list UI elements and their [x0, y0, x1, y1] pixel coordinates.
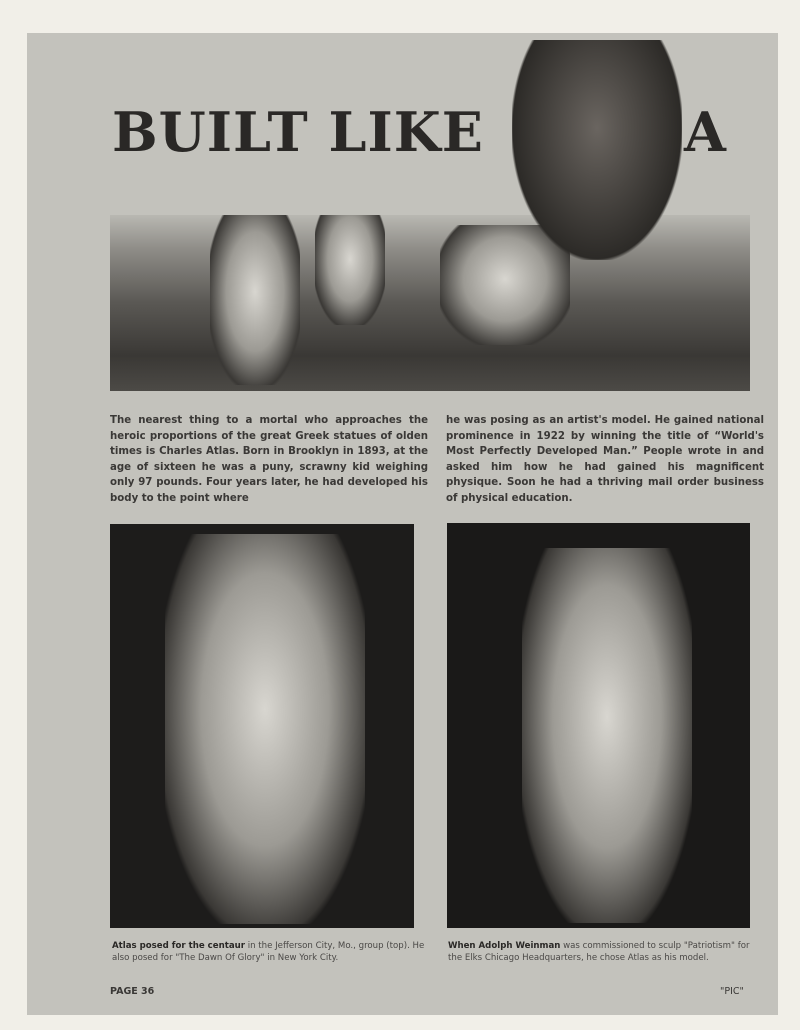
- caption-right-text: was commissioned to sculp "Patriotism" for the Elks Chicago Headquarters, he chose Atlas as his model.: [448, 941, 750, 963]
- statue-figure: [315, 215, 385, 325]
- caption-left: [112, 940, 432, 964]
- centaur-statue-overlay: [512, 40, 682, 260]
- page-title: BUILT LIKE: [112, 100, 484, 164]
- page-title-end: A: [684, 100, 726, 164]
- statue-figure: [165, 534, 365, 924]
- dawn-of-glory-photo: [110, 524, 414, 928]
- statue-figure: [522, 548, 692, 923]
- caption-left-lead: Atlas posed for the centaur: [112, 941, 245, 951]
- article-column-2: he was posing as an artist's model. He gained national prominence in 1922 by winning the title of “World's Most Perfectly Developed Man.” People wrote in and asked him how he had gained his magnificent physique. Soon he had a thriving mail order business of physical education.: [446, 415, 764, 504]
- caption-right: [448, 940, 753, 964]
- statue-figure: [210, 215, 300, 385]
- page-number: PAGE 36: [110, 986, 155, 997]
- caption-right-lead: When Adolph Weinman: [448, 941, 561, 951]
- publication-name: "PIC": [720, 986, 744, 997]
- patriotism-photo: [447, 523, 750, 928]
- caption-left-text: in the Jefferson City, Mo., group (top). He also posed for "The Dawn Of Glory" in New York City.: [112, 941, 425, 963]
- article-column-1: The nearest thing to a mortal who approaches the heroic proportions of the great Greek statues of olden times is Charles Atlas. Born in Brooklyn in 1893, at the age of sixteen he was a puny, scrawny kid weighing only 97 pounds. Four years later, he had developed his body to the point where: [110, 415, 428, 504]
